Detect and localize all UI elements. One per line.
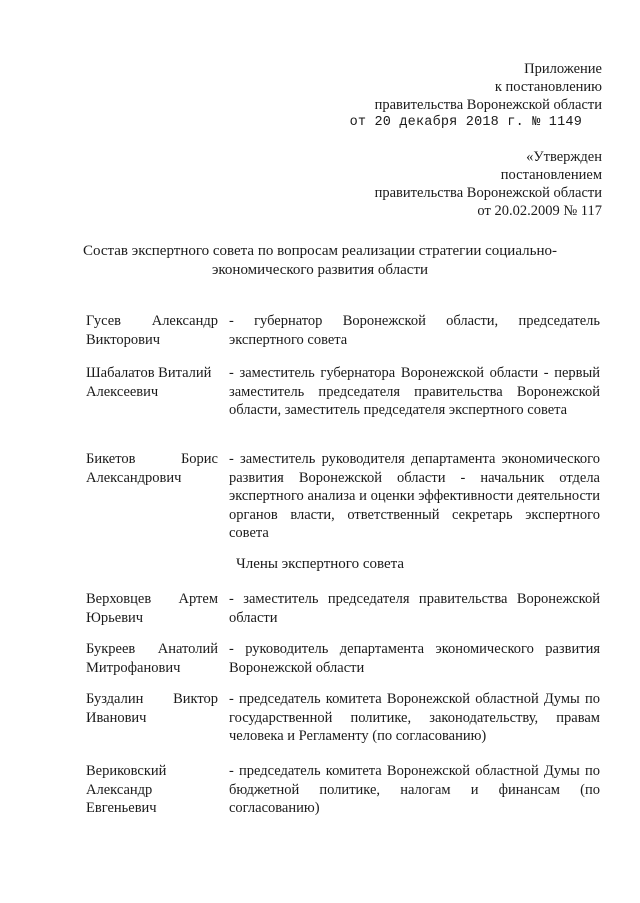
council-entry: [86, 450, 600, 543]
appendix-line2: к постановлению: [494, 79, 602, 95]
person-name: Верховцев Артем Юрьевич: [86, 591, 218, 626]
approved-line2: постановлением: [500, 167, 602, 183]
council-entry: [86, 590, 600, 627]
approved-line3: правительства Воронежской области: [374, 185, 602, 201]
person-name: Шабалатов Виталий Алексеевич: [86, 365, 212, 400]
person-role: - председатель комитета Воронежской областной Думы по бюджетной политике, налогам и финансам (по согласованию): [229, 763, 600, 816]
title-line1: Состав экспертного совета по вопросам реализации стратегии социально-: [83, 243, 557, 259]
person-name: Вериковский Александр Евгеньевич: [86, 763, 167, 816]
appendix-block: [350, 60, 602, 132]
council-entry: [86, 640, 600, 677]
appendix-line4: от 20 декабря 2018 г. № 1149: [349, 115, 582, 130]
person-name: Букреев Анатолий Митрофанович: [86, 641, 218, 676]
person-role: - заместитель руководителя департамента экономического развития Воронежской области - начальник отдела экспертного анализа и оценки эффективности деятельности органов власти, ответственный секретарь экспертного совета: [229, 451, 600, 541]
person-name: Гусев Александр Викторович: [86, 313, 218, 348]
members-heading: Члены экспертного совета: [235, 556, 405, 572]
person-role: - руководитель департамента экономического развития Воронежской области: [229, 641, 600, 676]
approved-line4: от 20.02.2009 № 117: [477, 203, 602, 219]
person-role: - заместитель губернатора Воронежской области - первый заместитель председателя правительства Воронежской области, заместитель председателя экспертного совета: [229, 365, 600, 418]
appendix-line1: Приложение: [524, 61, 602, 77]
person-name: Бикетов Борис Александрович: [86, 451, 218, 486]
council-entry: [86, 762, 600, 818]
approved-line1: «Утвержден: [526, 149, 602, 165]
title-line2: экономического развития области: [211, 262, 429, 278]
person-role: - председатель комитета Воронежской областной Думы по государственной политике, законодательству, правам человека и Регламенту (по согласованию): [229, 691, 600, 744]
appendix-line3: правительства Воронежской области: [374, 97, 602, 113]
council-entry: [86, 690, 600, 746]
council-entry: [86, 364, 600, 420]
person-role: - заместитель председателя правительства Воронежской области: [229, 591, 600, 626]
council-entry: [86, 312, 600, 349]
person-name: Буздалин Виктор Иванович: [86, 691, 218, 726]
document-title: [60, 242, 580, 280]
person-role: - губернатор Воронежской области, председатель экспертного совета: [229, 313, 600, 348]
approved-block: [375, 148, 602, 220]
